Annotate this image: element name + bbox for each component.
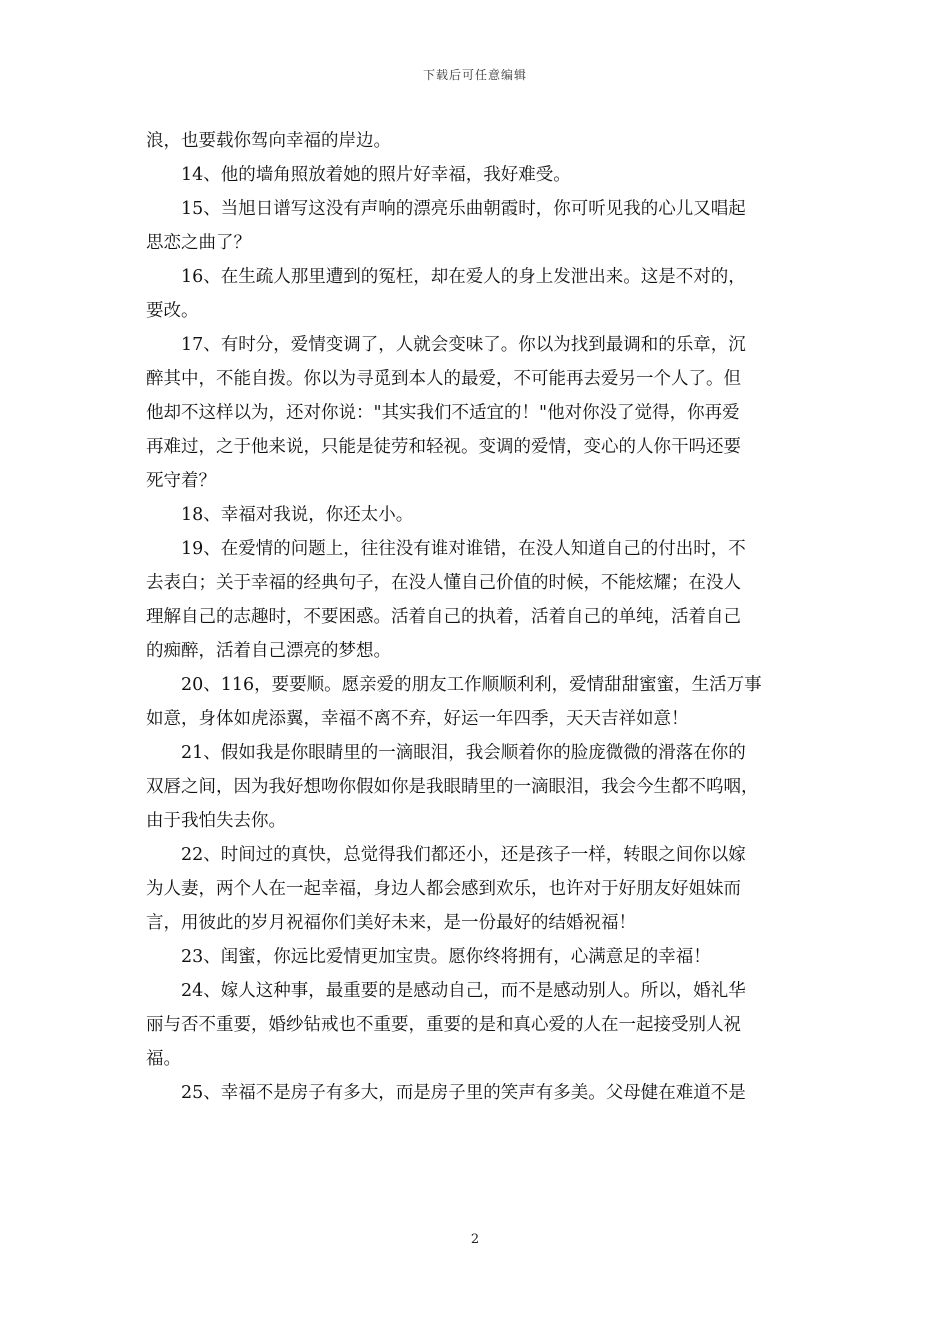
text-line: 由于我怕失去你。 xyxy=(146,811,286,831)
text-line: 死守着？ xyxy=(146,471,216,491)
text-line: 要改。 xyxy=(146,301,199,321)
text-line: 的痴醉，活着自己漂亮的梦想。 xyxy=(146,641,391,661)
document-body xyxy=(146,124,812,1110)
text-line: 18、幸福对我说，你还太小。 xyxy=(181,505,414,525)
text-line: 再难过，之于他来说，只能是徒劳和轻视。变调的爱情，变心的人你干吗还要 xyxy=(146,437,741,457)
text-line: 醉其中，不能自拨。你以为寻觅到本人的最爱，不可能再去爱另一个人了。但 xyxy=(146,369,741,389)
text-line: 24、嫁人这种事，最重要的是感动自己，而不是感动别人。所以，婚礼华 xyxy=(181,981,746,1001)
text-line: 17、有时分，爱情变调了，人就会变味了。你以为找到最调和的乐章，沉 xyxy=(181,335,746,355)
text-line: 15、当旭日谱写这没有声响的漂亮乐曲朝霞时，你可听见我的心儿又唱起 xyxy=(181,199,746,219)
text-line: 思恋之曲了？ xyxy=(146,233,251,253)
text-line: 22、时间过的真快，总觉得我们都还小，还是孩子一样，转眼之间你以嫁 xyxy=(181,845,746,865)
text-line: 为人妻，两个人在一起幸福，身边人都会感到欢乐，也许对于好朋友好姐妹而 xyxy=(146,879,741,899)
text-line: 丽与否不重要，婚纱钻戒也不重要，重要的是和真心爱的人在一起接受别人祝 xyxy=(146,1015,741,1035)
text-line: 言，用彼此的岁月祝福你们美好未来，是一份最好的结婚祝福！ xyxy=(146,913,636,933)
text-line: 双唇之间，因为我好想吻你假如你是我眼睛里的一滴眼泪，我会今生都不呜咽， xyxy=(146,777,759,797)
text-line: 去表白；关于幸福的经典句子，在没人懂自己价值的时候，不能炫耀；在没人 xyxy=(146,573,741,593)
page-number: 2 xyxy=(470,1232,480,1247)
text-line: 如意，身体如虎添翼，幸福不离不弃，好运一年四季，天天吉祥如意！ xyxy=(146,709,689,729)
text-line: 21、假如我是你眼睛里的一滴眼泪，我会顺着你的脸庞微微的滑落在你的 xyxy=(181,743,746,763)
text-line: 理解自己的志趣时，不要困惑。活着自己的执着，活着自己的单纯，活着自己 xyxy=(146,607,741,627)
text-line: 福。 xyxy=(146,1049,181,1069)
text-line: 20、116，要要顺。愿亲爱的朋友工作顺顺利利，爱情甜甜蜜蜜，生活万事 xyxy=(181,675,762,695)
text-line: 25、幸福不是房子有多大，而是房子里的笑声有多美。父母健在难道不是 xyxy=(181,1083,746,1103)
text-line: 23、闺蜜，你远比爱情更加宝贵。愿你终将拥有，心满意足的幸福！ xyxy=(181,947,711,967)
text-line: 14、他的墙角照放着她的照片好幸福，我好难受。 xyxy=(181,165,571,185)
text-line: 他却不这样以为，还对你说："其实我们不适宜的！"他对你没了觉得，你再爱 xyxy=(146,403,740,423)
text-line: 19、在爱情的问题上，往往没有谁对谁错，在没人知道自己的付出时，不 xyxy=(181,539,746,559)
text-line: 浪，也要载你驾向幸福的岸边。 xyxy=(146,131,391,151)
text-line: 16、在生疏人那里遭到的冤枉，却在爱人的身上发泄出来。这是不对的， xyxy=(181,267,746,287)
page-header: 下载后可任意编辑 xyxy=(422,68,527,82)
